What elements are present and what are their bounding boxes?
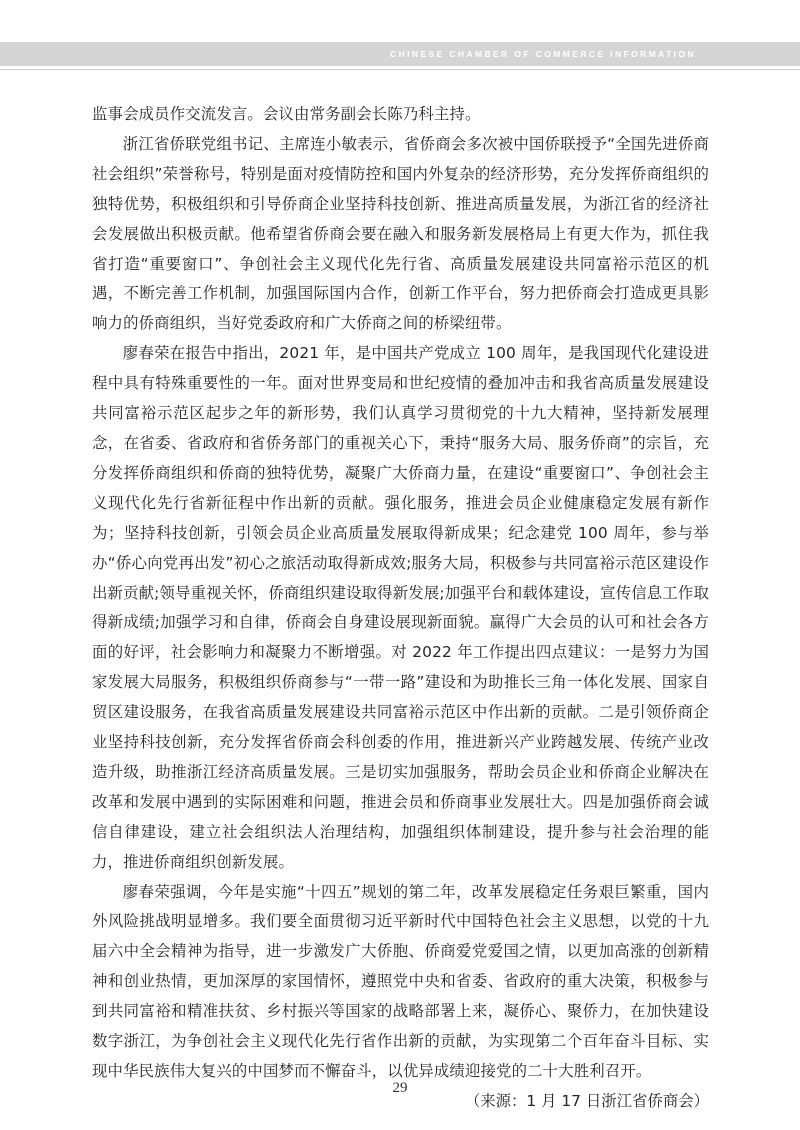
header-divider bbox=[0, 69, 800, 70]
paragraph-1: 监事会成员作交流发言。会议由常务副会长陈乃科主持。 bbox=[92, 105, 481, 123]
header-title: CHINESE CHAMBER OF COMMERCE INFORMATION bbox=[390, 49, 696, 59]
article-body bbox=[92, 100, 709, 1117]
source-note: （来源：1 月 17 日浙江省侨商会） bbox=[464, 1091, 709, 1110]
paragraph-3: 廖春荣在报告中指出，2021 年，是中国共产党成立 100 周年，是我国现代化建设进程中具有特殊重要性的一年。面对世界变局和世纪疫情的叠加冲击和我省高质量发展建设共同富裕示范区起步之年的新形势，我们认真学习贯彻党的十九大精神，坚持新发展理念，在省委、省政府和省侨务部门的重视关心下，秉持“服务大局、服务侨商”的宗旨，充分发挥侨商组织和侨商的独特优势，凝聚广大侨商力量，在建设“重要窗口”、争创社会主义现代化先行省新征程中作出新的贡献。强化服务，推进会员企业健康稳定发展有新作为；坚持科技创新，引领会员企业高质量发展取得新成果；纪念建党 100 周年，参与举办“侨心向党再出发”初心之旅活动取得新成效;服务大局，积极参与共同富裕示范区建设作出新贡献;领导重视关怀，侨商组织建设取得新发展;加强平台和载体建设，宣传信息工作取得新成绩;加强学习和自律，侨商会自身建设展现新面貌。赢得广大会员的认可和社会各方面的好评，社会影响力和凝聚力不断增强。对 2022 年工作提出四点建议：一是努力为国家发展大局服务，积极组织侨商参与“一带一路”建设和为助推长三角一体化发展、国家自贸区建设服务，在我省高质量发展建设共同富裕示范区中作出新的贡献。二是引领侨商企业坚持科技创新，充分发挥省侨商会科创委的作用，推进新兴产业跨越发展、传统产业改造升级，助推浙江经济高质量发展。三是切实加强服务，帮助会员企业和侨商企业解决在改革和发展中遇到的实际困难和问题，推进会员和侨商事业发展壮大。四是加强侨商会诚信自律建设，建立社会组织法人治理结构，加强组织体制建设，提升参与社会治理的能力，推进侨商组织创新发展。 bbox=[92, 344, 709, 871]
page-number: 29 bbox=[392, 1080, 408, 1096]
paragraph-4: 廖春荣强调，今年是实施“十四五”规划的第二年，改革发展稳定任务艰巨繁重，国内外风险挑战明显增多。我们要全面贯彻习近平新时代中国特色社会主义思想，以党的十九届六中全会精神为指导，进一步激发广大侨胞、侨商爱党爱国之情，以更加高涨的创新精神和创业热情，更加深厚的家国情怀，遵照党中央和省委、省政府的重大决策，积极参与到共同富裕和精准扶贫、乡村振兴等国家的战略部署上来，凝侨心、聚侨力，在加快建设数字浙江，为争创社会主义现代化先行省作出新的贡献，为实现第二个百年奋斗目标、实现中华民族伟大复兴的中国梦而不懈奋斗，以优异成绩迎接党的二十大胜利召开。 bbox=[92, 882, 709, 1080]
header-band bbox=[0, 42, 800, 66]
paragraph-2: 浙江省侨联党组书记、主席连小敏表示，省侨商会多次被中国侨联授予“全国先进侨商社会组织”荣誉称号，特别是面对疫情防控和国内外复杂的经济形势，充分发挥侨商组织的独特优势，积极组织和引导侨商企业坚持科技创新、推进高质量发展，为浙江省的经济社会发展做出积极贡献。他希望省侨商会要在融入和服务新发展格局上有更大作为，抓住我省打造“重要窗口”、争创社会主义现代化先行省、高质量发展建设共同富裕示范区的机遇，不断完善工作机制，加强国际国内合作，创新工作平台，努力把侨商会打造成更具影响力的侨商组织，当好党委政府和广大侨商之间的桥梁纽带。 bbox=[92, 134, 709, 333]
